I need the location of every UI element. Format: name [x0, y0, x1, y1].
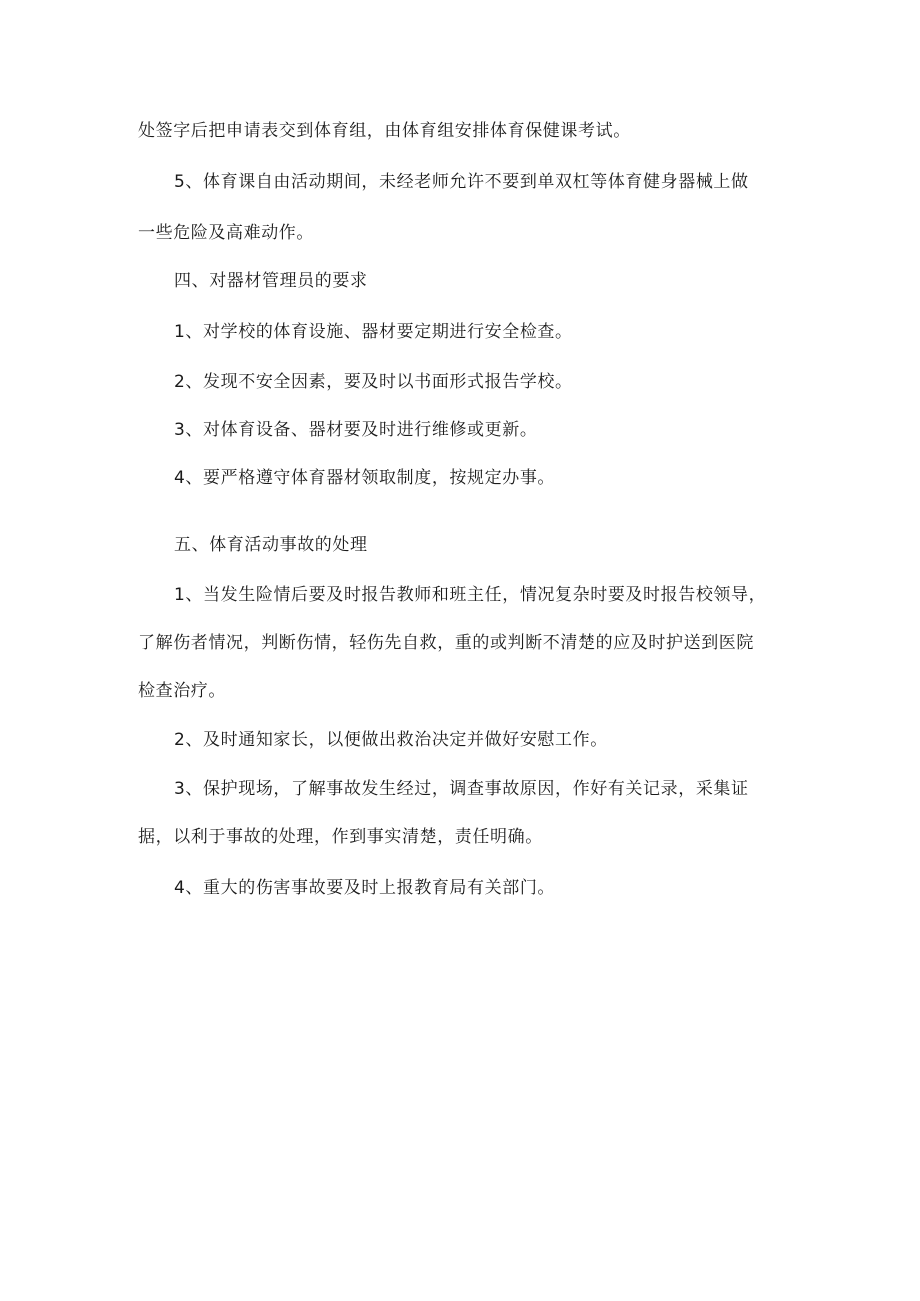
section-5-item-3: 3、保护现场，了解事故发生经过，调查事故原因，作好有关记录，采集证	[174, 779, 749, 799]
rule-item-5-continuation: 一些危险及高难动作。	[138, 223, 314, 243]
section-heading-5: 五、体育活动事故的处理	[174, 535, 368, 555]
section-5-item-4: 4、重大的伤害事故要及时上报教育局有关部门。	[174, 878, 556, 898]
section-5-item-1-line-2: 了解伤者情况，判断伤情，轻伤先自救，重的或判断不清楚的应及时护送到医院	[138, 633, 754, 653]
section-4-item-1: 1、对学校的体育设施、器材要定期进行安全检查。	[174, 322, 573, 342]
section-5-item-1: 1、当发生险情后要及时报告教师和班主任，情况复杂时要及时报告校领导，	[174, 585, 767, 605]
section-4-item-4: 4、要严格遵守体育器材领取制度，按规定办事。	[174, 468, 556, 488]
section-5-item-2: 2、及时通知家长，以便做出救治决定并做好安慰工作。	[174, 730, 608, 750]
section-5-item-3-line-2: 据，以利于事故的处理，作到事实清楚，责任明确。	[138, 827, 543, 847]
section-4-item-2: 2、发现不安全因素，要及时以书面形式报告学校。	[174, 372, 573, 392]
rule-item-5: 5、体育课自由活动期间，未经老师允许不要到单双杠等体育健身器械上做	[174, 172, 749, 192]
section-4-item-3: 3、对体育设备、器材要及时进行维修或更新。	[174, 420, 538, 440]
section-5-item-1-line-3: 检查治疗。	[138, 681, 226, 701]
paragraph-continuation: 处签字后把申请表交到体育组，由体育组安排体育保健课考试。	[138, 121, 631, 141]
section-heading-4: 四、对器材管理员的要求	[174, 271, 368, 291]
